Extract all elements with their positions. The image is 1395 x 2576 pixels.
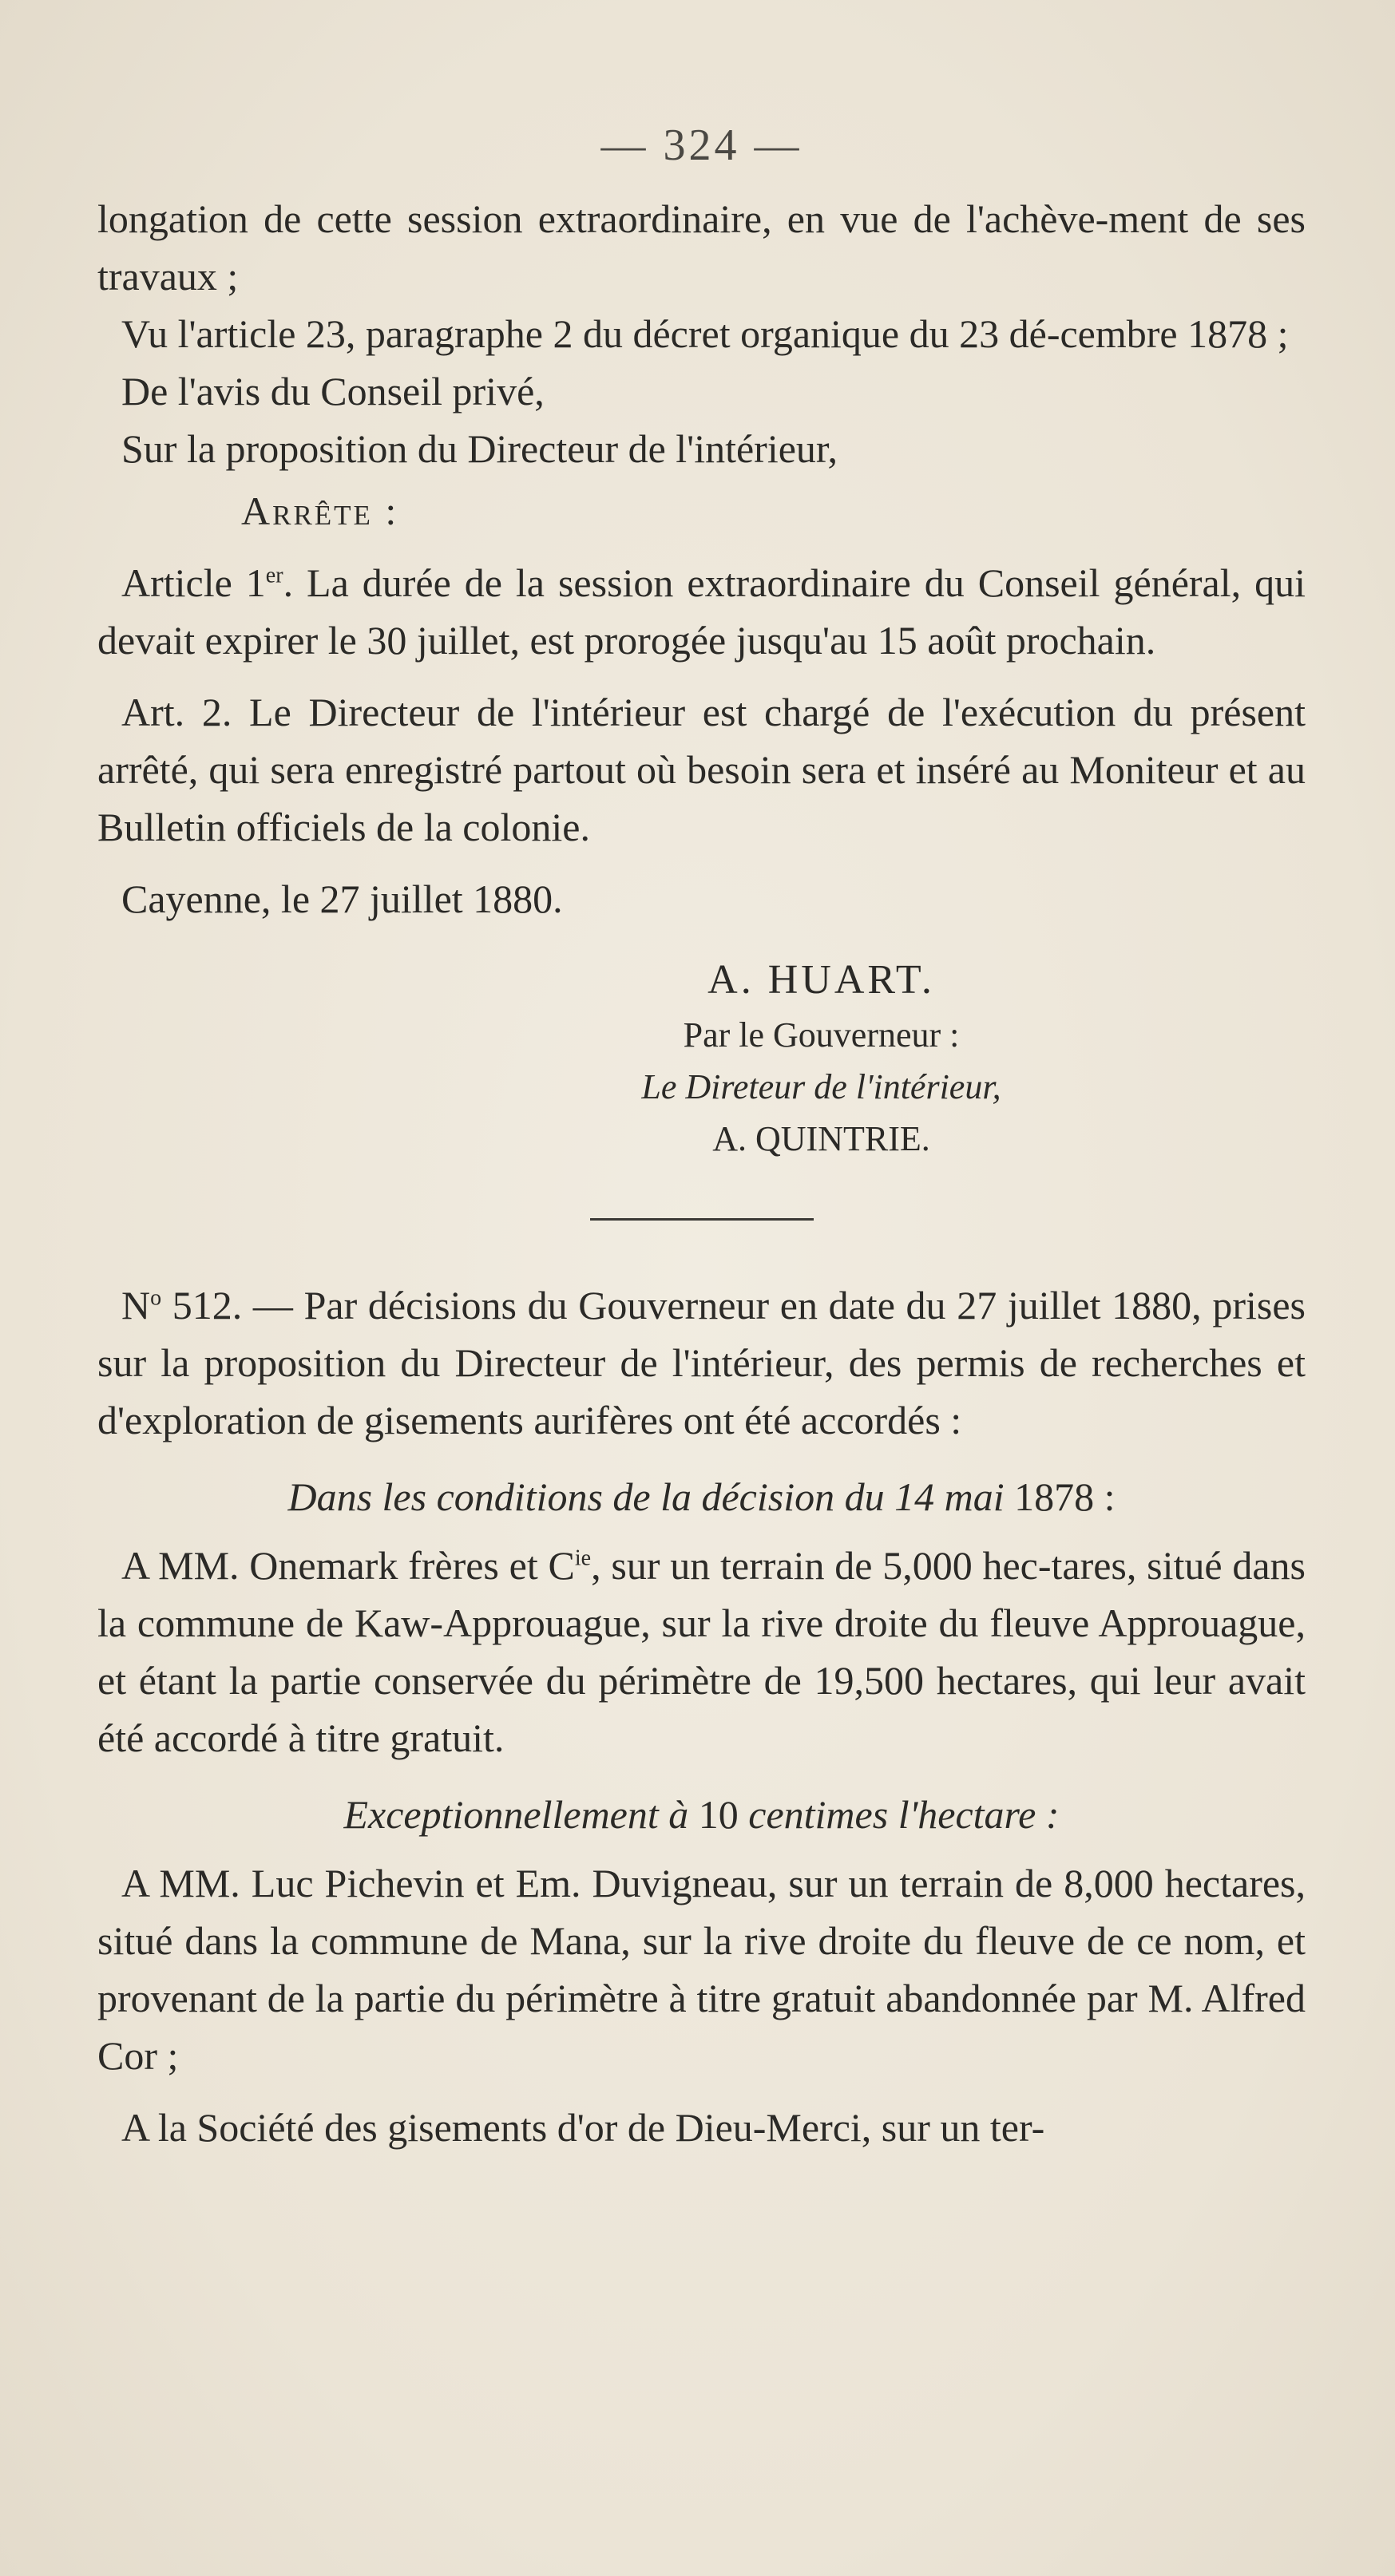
- paragraph-onemark: [97, 1537, 1306, 1767]
- paragraph-dieu-merci: A la Société des gisements d'or de Dieu-Merci, sur un ter-: [121, 2105, 1045, 2150]
- heading-exc-a: Exceptionnellement à: [343, 1792, 689, 1837]
- arrete-heading: Arrête :: [241, 489, 399, 533]
- decision-text: 512. — Par décisions du Gouverneur en date du 27 juillet 1880, prises sur la proposition du Directeur de l'intérieur, des permis de recherches et d'exploration de gisements aurifères ont été accordés :: [97, 1283, 1306, 1442]
- heading-exc-b: centimes l'hectare :: [748, 1792, 1060, 1837]
- paragraph-proposition: Sur la proposition du Directeur de l'intérieur,: [121, 426, 838, 471]
- heading-conditions-year: 1878 :: [1014, 1474, 1116, 1519]
- page-number: — 324 —: [600, 121, 803, 170]
- paragraph-vu-article: Vu l'article 23, paragraphe 2 du décret organique du 23 dé-cembre 1878 ;: [121, 311, 1289, 356]
- signature-name: A. HUART.: [707, 957, 935, 1003]
- article-1-prefix: Article 1: [121, 560, 266, 605]
- decision-num-prefix: N: [121, 1283, 151, 1328]
- heading-conditions-text: Dans les conditions de la décision du 14 mai: [287, 1474, 1005, 1519]
- heading-exceptionnellement: [97, 1786, 1306, 1843]
- paragraph-avis: De l'avis du Conseil privé,: [121, 369, 545, 414]
- signature-directeur-name: A. QUINTRIE.: [712, 1119, 930, 1158]
- signature-par-le-gouverneur: Par le Gouverneur :: [683, 1015, 960, 1055]
- article-2: Art. 2. Le Directeur de l'intérieur est chargé de l'exécution du présent arrêté, qui sera enregistré partout où besoin sera et inséré au Moniteur et au Bulletin officiels de la colonie.: [97, 690, 1306, 849]
- onemark-prefix: A MM. Onemark frères et C: [121, 1543, 575, 1588]
- onemark-text: , sur un terrain de 5,000 hec-tares, situé dans la commune de Kaw-Approuague, sur la rive droite du fleuve Approuague, et étant la partie conservée du périmètre de 19,500 hectares, qui leur avait été accordé à titre gratuit.: [97, 1543, 1306, 1760]
- date-line: Cayenne, le 27 juillet 1880.: [121, 876, 563, 921]
- heading-exc-num: 10: [698, 1792, 739, 1837]
- article-1-sup: er: [265, 563, 283, 588]
- heading-conditions: [97, 1468, 1306, 1525]
- section-divider: [590, 1218, 814, 1221]
- paragraph-pichevin: A MM. Luc Pichevin et Em. Duvigneau, sur un terrain de 8,000 hectares, situé dans la commune de Mana, sur la rive droite du fleuve de ce nom, et provenant de la partie du périmètre à titre gratuit abandonnée par M. Alfred Cor ;: [97, 1861, 1306, 2078]
- decision-512: [97, 1276, 1306, 1449]
- article-1: [97, 554, 1306, 669]
- article-1-text: . La durée de la session extraordinaire du Conseil général, qui devait expirer le 30 juillet, est prorogée jusqu'au 15 août prochain.: [97, 560, 1306, 663]
- onemark-sup: ie: [574, 1545, 592, 1571]
- paragraph-continuation: longation de cette session extraordinaire, en vue de l'achève-ment de ses travaux ;: [97, 196, 1306, 299]
- decision-num-sup: o: [150, 1285, 162, 1311]
- signature-directeur-title: Le Direteur de l'intérieur,: [641, 1067, 1001, 1106]
